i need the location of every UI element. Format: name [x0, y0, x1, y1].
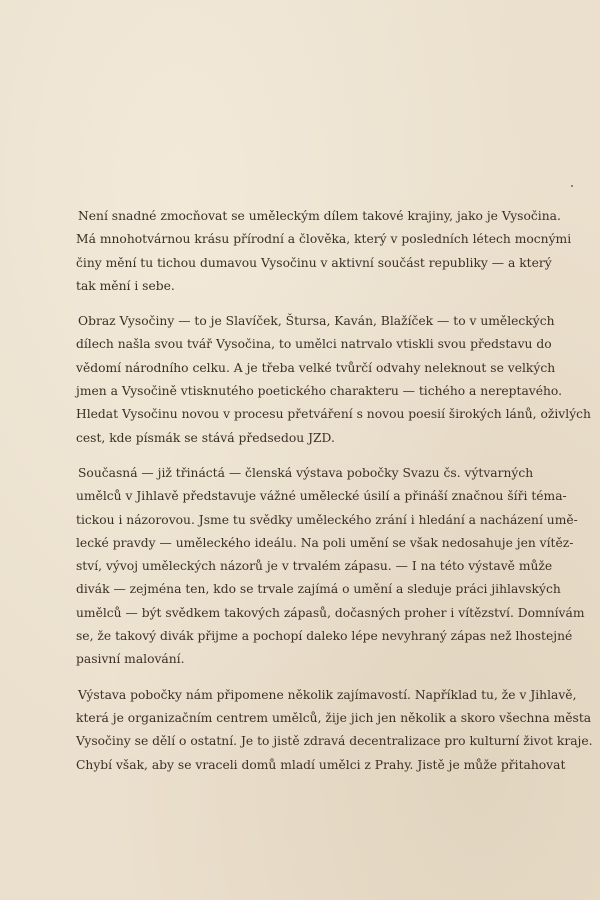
text-line: cest, kde písmák se stává předsedou JZD.: [76, 430, 335, 445]
text-line: Není snadné zmocňovat se uměleckým dílem takové krajiny, jako je Vysočina.: [78, 209, 561, 223]
text-line: se, že takový divák přijme a pochopí daleko lépe nevyhraný zápas než lhostejné: [76, 629, 573, 644]
text-line: ství, vývoj uměleckých názorů je v trvalém zápasu. — I na této výstavě může: [76, 559, 553, 574]
paragraph-3: [76, 462, 585, 672]
text-line: Má mnohotvárnou krásu přírodní a člověka, který v posledních létech mocnými: [76, 232, 572, 247]
text-line: tickou i názorovou. Jsme tu svědky uměleckého zrání i hledání a nacházení umě-: [76, 512, 578, 527]
text-line: dílech našla svou tvář Vysočina, to umělci natrvalo vtiskli svou představu do: [76, 337, 552, 352]
text-line: Obraz Vysočiny — to je Slavíček, Štursa, Kaván, Blažíček — to v uměleckých: [78, 314, 555, 329]
text-line: činy mění tu tichou dumavou Vysočinu v aktivní součást republiky — a který: [76, 255, 552, 270]
text-line: která je organizačním centrem umělců, žije jich jen několik a skoro všechna města: [76, 710, 592, 725]
text-line: divák — zejména ten, kdo se trvale zajímá o umění a sleduje práci jihlavských: [76, 582, 561, 597]
text-line: pasivní malování.: [76, 652, 185, 667]
text-line: vědomí národního celku. A je třeba velké tvůrčí odvahy neleknout se velkých: [76, 360, 556, 375]
text-line: umělců — být svědkem takových zápasů, dočasných proher i vítězství. Domnívám: [76, 605, 585, 620]
text-line: jmen a Vysočině vtisknutého poetického charakteru — tichého a nereptavého.: [76, 384, 563, 399]
paragraph-4: [76, 684, 593, 777]
text-line: Výstava pobočky nám připomene několik zajímavostí. Například tu, že v Jihlavě,: [78, 687, 577, 702]
text-line: umělců v Jihlavě představuje vážné umělecké úsilí a přináší značnou šíři téma-: [76, 489, 567, 504]
paper-speck: [571, 185, 573, 187]
text-line: lecké pravdy — uměleckého ideálu. Na poli umění se však nedosahuje jen vítěz-: [76, 535, 574, 550]
text-line: Současná — již třináctá — členská výstava pobočky Svazu čs. výtvarných: [78, 465, 534, 480]
paragraph-1: [76, 205, 572, 298]
text-line: Chybí však, aby se vraceli domů mladí umělci z Prahy. Jistě je může přitahovat: [76, 757, 566, 772]
paragraph-2: [76, 310, 591, 450]
text-line: tak mění i sebe.: [76, 278, 175, 293]
text-line: Hledat Vysočinu novou v procesu přetváření s novou poesií širokých lánů, oživlých: [76, 407, 591, 422]
text-line: Vysočiny se dělí o ostatní. Je to jistě zdravá decentralizace pro kulturní život kraje.: [76, 734, 593, 749]
body-text: [76, 205, 593, 789]
